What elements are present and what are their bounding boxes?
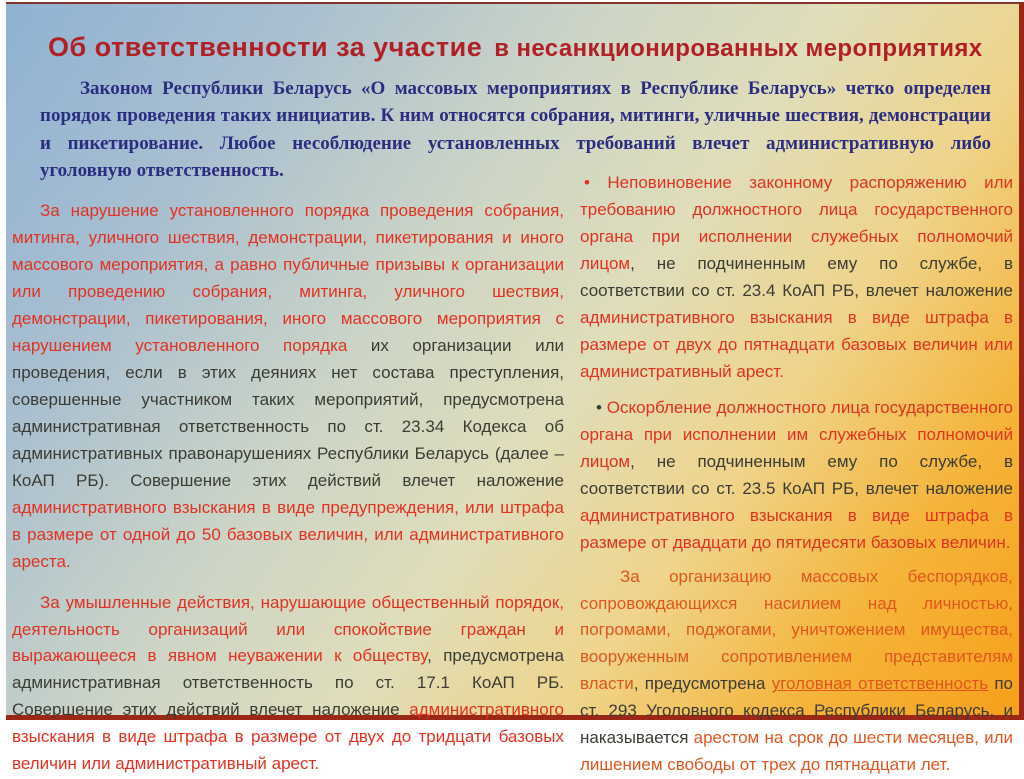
bullet-article-23-4 [580,170,1013,386]
poster-background [6,2,1024,720]
right-column [580,170,1019,779]
text-segment: по ст. 293 Уголовного кодекса Республики Беларусь, и наказывается [580,674,1013,747]
left-column [6,198,564,779]
paragraph-article-17-1 [12,590,564,779]
paragraph-article-293 [580,564,1013,779]
poster-title [48,32,999,63]
bullet-article-23-5 [580,395,1013,557]
text-segment: административного взыскания в виде штрафа в размере от двух до пятнадцати базовых величин или административный арест. [580,308,1013,381]
paragraph-article-23-34 [12,198,564,575]
text-segment: административного взыскания в виде штрафа в размере от двадцати до пятидесяти базовых величин. [580,506,1013,552]
text-segment: За нарушение установленного порядка проведения собрания, митинга, уличного шествия, демонстрации, пикетирования и иного массового мероприятия, а равно публичные призывы к организации или проведению собрания, митинга, уличного шествия, демонстрации, пикетирования, иного массового мероприятия с нарушением установленного порядка [12,201,564,355]
intro-paragraph: Законом Республики Беларусь «О массовых мероприятиях в Республике Беларусь» четко определен порядок проведения таких инициатив. К ним относятся собрания, митинги, уличные шествия, демонстрации и пикетирование. Любое несоблюдение установленных требований влечет административную либо уголовную ответственность. [40,75,991,184]
text-segment: , не подчиненным ему по службе, в соответствии со ст. 23.5 КоАП РБ, влечет наложение [580,452,1013,498]
bullet-icon: • [584,173,590,192]
text-segment-underlined: уголовная ответственность [772,674,988,693]
title-sub: в несанкционированных мероприятиях [494,35,982,63]
text-segment: Неповиновение законному распоряжению или требованию должностного лица государственного органа при исполнении служебных полномочий лицом [580,173,1013,273]
text-segment: Оскорбление должностного лица государственного органа при исполнении им служебных полномочий лицом [580,398,1013,471]
content-columns [6,188,1019,779]
text-segment: За организацию массовых беспорядков, сопровождающихся насилием над личностью, погромами, поджогами, уничтожением имущества, вооруженным сопротивлением представителям власти [580,567,1013,694]
bullet-icon: • [596,398,602,417]
text-segment: За умышленные действия, нарушающие общественный порядок, деятельность организаций или спокойствие граждан и выражающееся в явном неуважении к обществу [12,593,564,666]
text-segment: административного взыскания в виде предупреждения, или штрафа в размере от одной до 50 базовых величин, или административного ареста. [12,498,564,571]
text-segment: , не подчиненным ему по службе, в соответствии со ст. 23.4 КоАП РБ, влечет наложение [580,254,1013,300]
text-segment: , предусмотрена [634,674,772,693]
text-segment: , предусмотрена административная ответственность по ст. 17.1 КоАП РБ. Совершение этих действий влечет наложение [12,646,564,719]
title-main: Об ответственности за участие [48,32,482,63]
text-segment: их организации или проведения, если в этих деяниях нет состава преступления, совершенные участником таких мероприятий, предусмотрена административная ответственность по ст. 23.34 Кодекса об административных правонарушениях Республики Беларусь (далее – КоАП РБ). Совершение этих действий влечет наложение [12,336,564,490]
text-segment: арестом на срок до шести месяцев, или лишением свободы от трех до пятнадцати лет. [580,728,1013,774]
text-segment: административного взыскания в виде штрафа в размере от двух до тридцати базовых величин или административный арест. [12,700,564,773]
